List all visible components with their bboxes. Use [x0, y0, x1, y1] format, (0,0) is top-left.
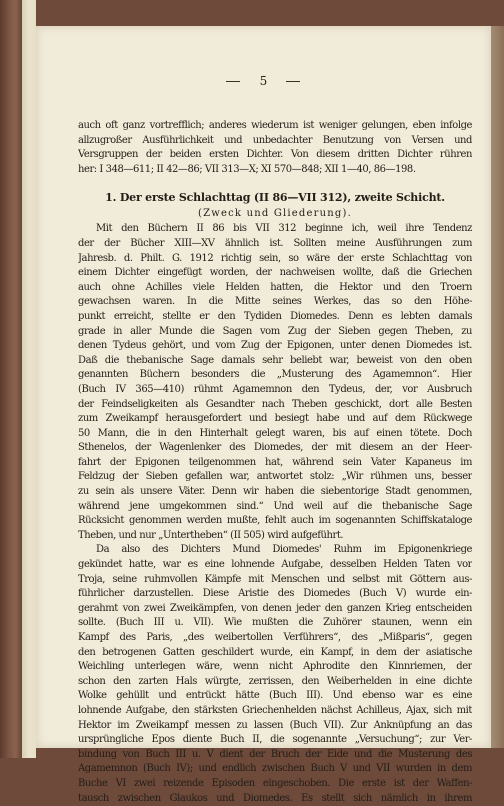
text-line: Versgruppen der beiden ersten Dichter. Von diesem dritten Dichter rühren	[78, 149, 472, 161]
page-number: 5	[259, 74, 268, 88]
text-line: zum Zweikampf herausgefordert und besiegt habe und auf dem Rückwege	[78, 413, 472, 425]
text-line: Agamemnon (Buch IV); und endlich zwischen Buch V und VII wurden in dem	[78, 763, 472, 775]
book-page	[36, 26, 491, 804]
text-line: Theben, und nur „Untertheben“ (II 505) wird aufgeführt.	[78, 529, 344, 541]
text-line: den betrogenen Gatten geschildert wurde, ein Kampf, in dem der asiatische	[78, 646, 472, 658]
text-line: (Buch IV 365—410) rühmt Agamemnon den Tydeus, der, vor Ausbruch	[78, 383, 472, 395]
text-line: gewachsen waren. In die Mitte seines Werkes, das so den Höhe-	[78, 296, 472, 308]
text-line: zu sein als unsere Väter. Denn wir haben die siebentorige Stadt genommen,	[78, 486, 472, 498]
text-line: Troja, seine ruhmvollen Kämpfe mit Menschen und selbst mit Göttern aus-	[78, 573, 472, 585]
text-line: 50 Mann, die in den Hinterhalt gelegt waren, bis auf einen tötete. Doch	[78, 427, 472, 439]
text-line: Weichling unterlegen wäre, wenn nicht Aphrodite den Kinnriemen, der	[78, 661, 472, 673]
text-line: führlicher darzustellen. Diese Aristie des Diomedes (Buch V) wurde ein-	[78, 588, 472, 600]
text-line: Rücksicht genommen werden mußte, fehlt auch im sogenannten Schiffskataloge	[78, 515, 472, 527]
text-line: Wolke gehüllt und entrückt hätte (Buch III). Und ebenso war es eine	[78, 690, 472, 702]
page-text	[78, 119, 472, 806]
text-line: schon den zarten Hals würgte, zerrissen, den Weiberhelden in eine dichte	[78, 675, 472, 687]
text-line: einem Dichter eingefügt worden, der nachweisen wollte, daß die Griechen	[78, 267, 472, 279]
header-dash-right	[286, 81, 300, 82]
text-line: der der Bücher XIII—XV ähnlich ist. Sollten meine Ausführungen zum	[78, 237, 472, 249]
text-line: gekündet hatte, war es eine lohnende Aufgabe, desselben Helden Taten vor	[78, 559, 472, 571]
body-text	[78, 222, 472, 806]
text-line: fahrt der Epigonen teilgenommen hat, während sein Vater Kapaneus im	[78, 456, 472, 468]
text-line: Jahresb. d. Philt. G. 1912 richtig sein, so wäre der erste Schlachttag von	[78, 252, 472, 264]
text-line: gerahmt von zwei Zweikämpfen, von denen jeder den ganzen Krieg entscheiden	[78, 602, 472, 614]
text-line: lohnende Aufgabe, den stärksten Griechenhelden nächst Achilleus, Ajax, sich mit	[78, 704, 472, 716]
text-line: Feldzug der Sieben gefallen war, antwortet stolz: „Wir rühmen uns, besser	[78, 471, 472, 483]
text-line: der Feindseligkeiten als Gesandter nach Theben geschickt, dort alle Besten	[78, 398, 472, 410]
text-line: her: I 348—611; II 42—86; VII 313—X; XI 570—848; XII 1—40, 86—198.	[78, 163, 416, 175]
text-line: Da also des Dichters Mund Diomedes' Ruhm im Epigonenkriege	[96, 544, 472, 556]
section-subheading: (Zweck und Gliederung).	[198, 208, 352, 220]
book-spine	[0, 0, 22, 758]
text-line: bindung von Buch III u. V dient der Bruch der Eide und die Musterung des	[78, 748, 472, 760]
text-line: allzugroßer Ausführlichkeit und unbedachter Benutzung von Versen und	[78, 134, 472, 146]
intro-paragraph	[78, 119, 472, 177]
text-line: Mit den Büchern II 86 bis VII 312 beginne ich, weil ihre Tendenz	[96, 223, 472, 235]
text-line: auch ohne Achilles viele Helden hatten, die Hektor und den Troern	[78, 281, 472, 293]
section-gap	[78, 177, 472, 189]
text-line: sollte. (Buch III u. VII). Wie mußten die Zuhörer staunen, wenn ein	[78, 617, 472, 629]
right-page-edge	[491, 26, 504, 748]
text-line: Buche VI zwei reizende Episoden eingeschoben. Die erste ist der Waffen-	[78, 777, 472, 789]
page-header	[36, 74, 491, 88]
text-line: Sthenelos, der Wagenlenker des Diomedes, der mit diesem an der Heer-	[78, 442, 472, 454]
section-heading: 1. Der erste Schlachttag (II 86—VII 312), zweite Schicht.	[105, 191, 445, 205]
text-line: auch oft ganz vortrefflich; anderes wiederum ist weniger gelungen, eben infolge	[78, 120, 472, 131]
text-line: tausch zwischen Glaukos und Diomedes. Es stellt sich nämlich in ihrem	[78, 792, 472, 804]
text-line: während jene umgekommen sind.“ Und weil auf die thebanische Sage	[78, 500, 472, 512]
text-line: Hektor im Zweikampf messen zu lassen (Buch VII). Zur Anknüpfung an das	[78, 719, 472, 731]
text-line: Kampf des Paris, „des weibertollen Verführers“, des „Mißparis“, gegen	[78, 632, 472, 643]
text-line: ursprüngliche Epos diente Buch II, die sogenannte „Versuchung“; zur Ver-	[78, 734, 472, 746]
text-line: denen Tydeus gehört, und vom Zug der Epigonen, unter denen Diomedes ist.	[78, 340, 472, 352]
text-line: genannten Büchern besonders die „Musterung des Agamemnon“. Hier	[78, 369, 472, 381]
left-page-edge	[22, 0, 36, 758]
text-line: Daß die thebanische Sage damals sehr beliebt war, beweist von den oben	[78, 354, 472, 366]
text-line: grade in aller Munde die Sagen vom Zug der Sieben gegen Theben, zu	[78, 325, 472, 337]
text-line: punkt erreicht, stellte er den Tydiden Diomedes. Denn es lebten damals	[78, 310, 472, 322]
